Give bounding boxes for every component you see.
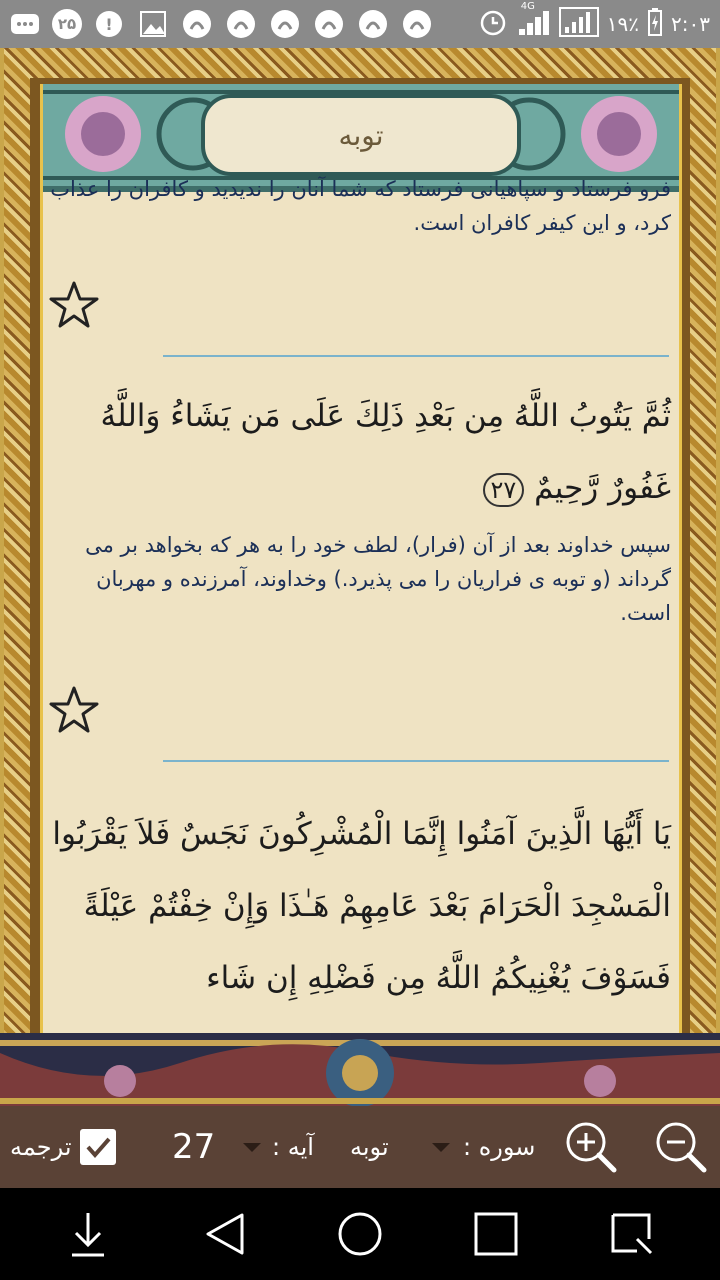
alarm-icon (479, 8, 507, 41)
zoom-out-icon (652, 1119, 708, 1175)
verse-entry (43, 172, 679, 240)
wifi-call-icon-4 (312, 7, 346, 41)
wifi-call-icon-1 (180, 7, 214, 41)
surah-dropdown-caret[interactable] (432, 1106, 450, 1188)
network-type-label: 4G (520, 0, 535, 12)
back-triangle-icon (202, 1211, 248, 1257)
verse-entry (43, 380, 679, 630)
verses-scroll-area[interactable] (43, 177, 679, 1084)
checkmark-icon (83, 1132, 113, 1162)
verse-divider (163, 355, 669, 357)
ayah-number-marker: ۲۷ (483, 473, 525, 507)
image-icon (136, 7, 170, 41)
alert-icon (92, 7, 126, 41)
ayah-selector[interactable] (172, 1106, 215, 1188)
system-navigation-bar (0, 1188, 720, 1280)
zoom-out-button[interactable] (652, 1106, 708, 1188)
more-notifications-icon (8, 7, 42, 41)
arrow-down-to-line-icon (66, 1209, 110, 1259)
ayah-dropdown-caret[interactable] (243, 1106, 261, 1188)
surah-label: سوره : (463, 1133, 536, 1161)
clock: ۲:۰۳ (671, 12, 710, 36)
verse-arabic: ثُمَّ يَتُوبُ اللَّهُ مِن بَعْدِ ذَلِكَ عَلَى مَن يَشَاءُ وَاللَّهُ غَفُورٌ رَّحِيمٌ (100, 398, 671, 506)
chevron-down-icon (432, 1143, 450, 1152)
bookmark-star-icon[interactable] (49, 685, 99, 735)
verse-translation: فرو فرستاد و سپاهیانی فرستاد که شما آنان را ندیدید و کافران را عذاب کرد، و این کیفر کافران است. (50, 177, 671, 235)
screenshot-button[interactable] (602, 1204, 662, 1264)
surah-title-plate (201, 94, 521, 176)
zoom-in-icon (562, 1119, 618, 1175)
surah-title: توبه (338, 118, 384, 152)
translation-toggle[interactable] (10, 1106, 116, 1188)
translation-checkbox[interactable] (80, 1129, 116, 1165)
home-circle-icon (337, 1211, 383, 1257)
ayah-label-item (272, 1106, 314, 1188)
surah-selector[interactable] (350, 1106, 389, 1188)
battery-charging-icon (647, 7, 663, 42)
signal-4g-icon (515, 0, 551, 42)
verse-translation: سپس خداوند بعد از آن (فرار)، لطف خود را به هر که بخواهد بر می گرداند (و توبه ی فراریان را می پذیرد.) وخداوند، آمرزنده و مهربان است. (85, 533, 671, 625)
wifi-call-icon-2 (224, 7, 258, 41)
wifi-call-icon-5 (356, 7, 390, 41)
verse-divider (163, 760, 669, 762)
ayah-label: آیه : (272, 1133, 314, 1161)
battery-percent: ۱۹٪ (606, 12, 640, 36)
verse-entry (43, 798, 679, 1014)
verse-arabic: يَا أَيُّهَا الَّذِينَ آمَنُوا إِنَّمَا الْمُشْرِكُونَ نَجَسٌ فَلاَ يَقْرَبُوا الْمَسْجِدَ الْحَرَامَ بَعْدَ عَامِهِمْ هَـٰذَا وَإِنْ خِفْتُمْ عَيْلَةً فَسَوْفَ يُغْنِيكُمُ اللَّهُ مِن فَضْلِهِ إِن شَاء (52, 816, 671, 996)
reading-page[interactable] (40, 84, 682, 1084)
recents-square-icon (473, 1211, 519, 1257)
notification-count-badge: ۲۵ (52, 9, 82, 39)
reader-frame (0, 48, 720, 1106)
verse-arabic-text (43, 380, 679, 524)
bottom-toolbar (0, 1106, 720, 1188)
signal-icon (559, 7, 599, 42)
wifi-call-icon-3 (268, 7, 302, 41)
hide-keyboard-button[interactable] (58, 1204, 118, 1264)
surah-label-item (463, 1106, 535, 1188)
home-button[interactable] (330, 1204, 390, 1264)
zoom-in-button[interactable] (562, 1106, 618, 1188)
svg-text:!: ! (105, 15, 113, 34)
screenshot-icon (609, 1211, 655, 1257)
chevron-down-icon (243, 1143, 261, 1152)
bookmark-star-icon[interactable] (49, 280, 99, 330)
ayah-value: 27 (172, 1127, 216, 1167)
recents-button[interactable] (466, 1204, 526, 1264)
surah-value: توبه (350, 1133, 389, 1161)
status-bar (0, 0, 720, 48)
bottom-ornament (0, 1033, 720, 1106)
back-button[interactable] (195, 1204, 255, 1264)
translation-label: ترجمه (10, 1133, 72, 1161)
wifi-call-icon-6 (400, 7, 434, 41)
